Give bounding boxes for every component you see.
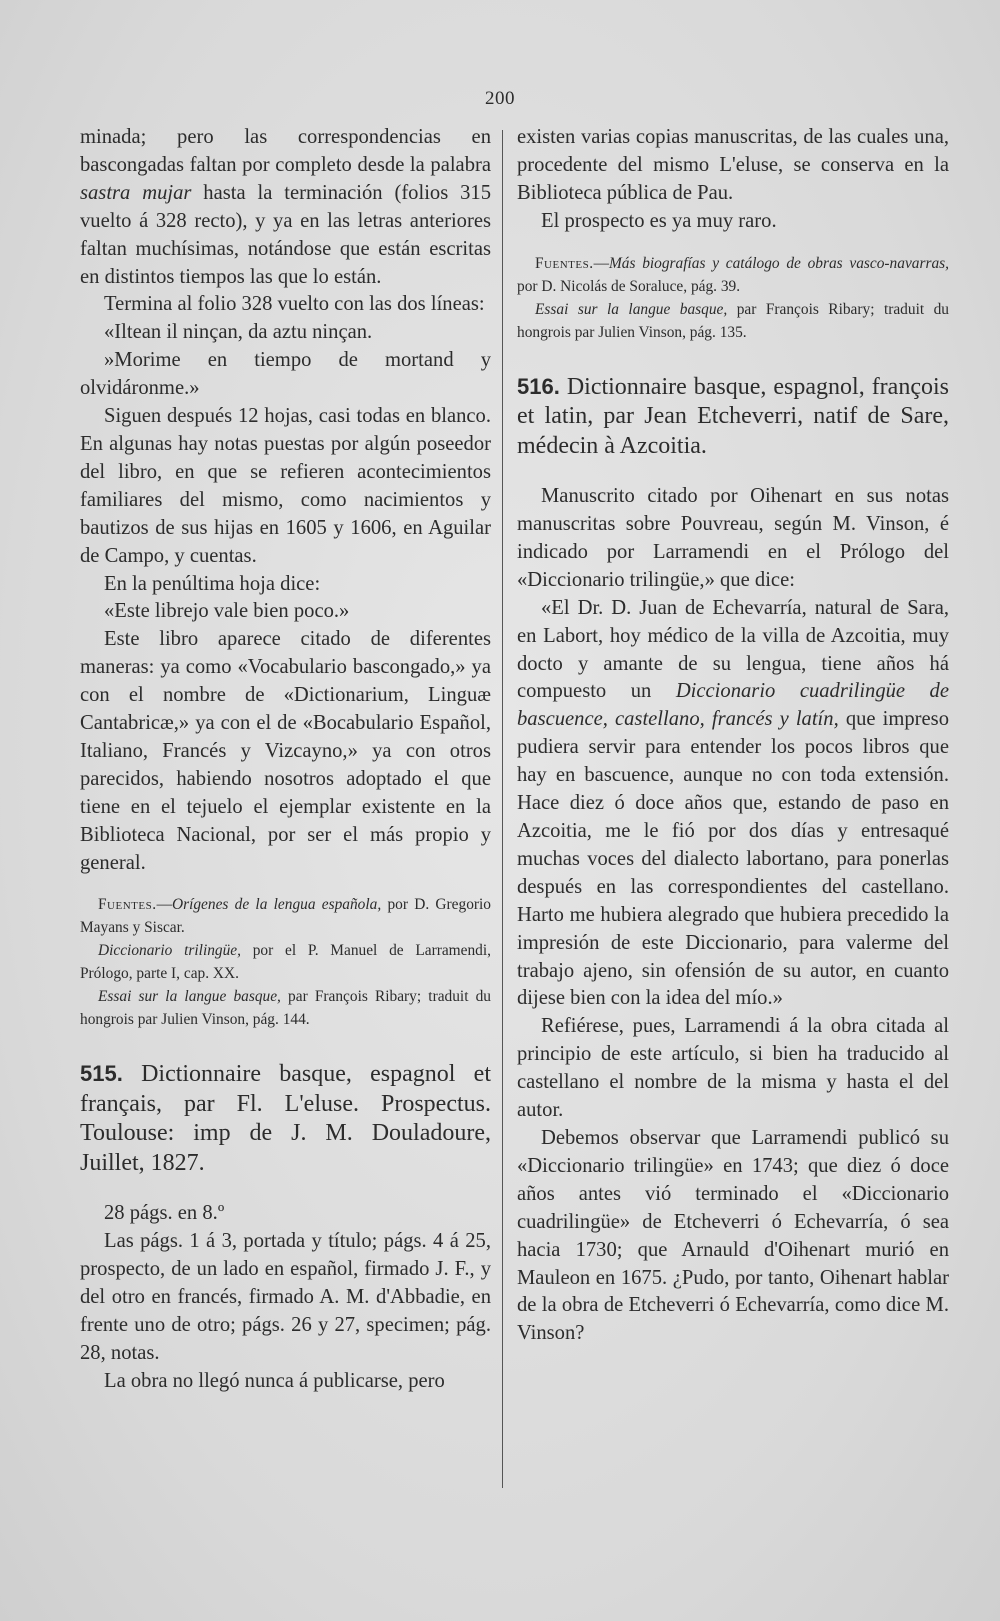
paragraph: Termina al folio 328 vuelto con las dos líneas: [104, 293, 485, 316]
source-title: Más biografías y catálogo de obras vasco-navarras, [608, 254, 949, 272]
paragraph: Debemos observar que Larramendi publicó su «Diccionario trilingüe» en 1743; que diez ó doce años antes vió terminado el «Diccionario cuadrilingüe» de Etcheverri ó Echevarría, ó sea hacia 1730; que Arnauld d'Oihenart murió en Mauleon en 1675. ¿Pudo, por tanto, Oihenart hablar de la obra de Etcheverri ó Echevarría, como dice M. Vinson? [517, 1126, 949, 1345]
sources-label: Fuentes. [98, 896, 157, 914]
italic-text: Diccionario cuadrilingüe de bascuence, castellano, francés y latín, [517, 680, 949, 731]
text-run: minada; pero las correspondencias en bascongadas faltan por completo desde la palabra [80, 126, 491, 176]
italic-text: sastra mujar [80, 181, 192, 204]
source-entry: Fuentes.—Orígenes de la lengua española, por D. Gregorio Mayans y Siscar. [80, 896, 491, 937]
column-divider [502, 130, 503, 1488]
source-entry [80, 985, 491, 1031]
source-entry: Fuentes.—Más biografías y catálogo de obras vasco-navarras, por D. Nicolás de Soraluce, pág. 39. [517, 254, 949, 295]
source-details: por el P. Manuel de Larramendi, Prólogo, parte I, cap. XX. [80, 942, 491, 983]
paragraph: Las págs. 1 á 3, portada y título; págs. 4 á 25, prospecto, de un lado en español, firmado J. F., y del otro en francés, firmado A. M. d'Abbadie, en frente uno de otro; págs. 26 y 27, specimen; pág. 28, notas. [80, 1230, 491, 1364]
sources-label: Fuentes. [535, 254, 594, 272]
entry-title: Dictionnaire basque, espagnol, françois et latin, par Jean Etcheverri, natif de Sare, médecin à Azcoitia. [517, 373, 949, 459]
source-entry [517, 298, 949, 344]
entry-heading [517, 372, 949, 462]
text-run: hasta la terminación (folios 315 vuelto á 328 recto), y ya en las letras anteriores faltan muchísimas, notándose que están escritas en distintos tiempos las que lo están. [80, 181, 491, 288]
source-details: par François Ribary; traduit du hongrois par Julien Vinson, pág. 135. [517, 300, 949, 341]
quote-line: »Morime en tiempo de mortand y olvidáronme.» [80, 349, 491, 400]
right-column [517, 124, 949, 1348]
source-details: por D. Nicolás de Soraluce, pág. 39. [517, 277, 741, 295]
source-title: Diccionario trilingüe, [98, 942, 241, 960]
sources-block [80, 893, 491, 1031]
paragraph: Siguen después 12 hojas, casi todas en blanco. En algunas hay notas puestas por algún poseedor del libro, en que se refieren acontecimientos familiares del mismo, como nacimientos y bautizos de sus hijas en 1605 y 1606, en Aguilar de Campo, y cuentas. [80, 405, 491, 567]
entry-title: Dictionnaire basque, espagnol et français, par Fl. L'eluse. Prospectus. Toulouse: imp de J. M. Douladoure, Juillet, 1827. [80, 1061, 491, 1176]
source-title: Essai sur la langue basque, [535, 300, 728, 318]
source-details: par François Ribary; traduit du hongrois par Julien Vinson, pág. 144. [80, 988, 491, 1029]
paragraph: Refiérese, pues, Larramendi á la obra citada al principio de este artículo, si bien ha traducido al castellano el nombre de la misma y hasta el del autor. [517, 1015, 949, 1122]
left-column [80, 124, 491, 1396]
paragraph: existen varias copias manuscritas, de las cuales una, procedente del mismo L'eluse, se conserva en la Biblioteca pública de Pau. [517, 126, 949, 204]
text-run: «El Dr. D. Juan de Echevarría, natural de Sara, en Labort, hoy médico de la villa de Azcoitia, muy docto y amante de su lengua, tiene años há compuesto un [517, 596, 949, 703]
source-title: Orígenes de la lengua española, [171, 896, 382, 914]
page-number: 200 [485, 88, 515, 109]
paragraph: El prospecto es ya muy raro. [541, 209, 777, 232]
quote-line: «Iltean il ninçan, da aztu ninçan. [104, 321, 373, 344]
source-title: Essai sur la langue basque, [98, 988, 281, 1006]
paragraph: La obra no llegó nunca á publicarse, pero [104, 1369, 445, 1392]
source-details: por D. Gregorio Mayans y Siscar. [80, 896, 491, 937]
paragraph: En la penúltima hoja dice: [104, 572, 321, 595]
source-entry [80, 939, 491, 985]
text-run: que impreso pudiera servir para entender los pocos libros que hay en bascuence, aunque no con toda extensión. Hace diez ó doce años que, estando de paso en Azcoitia, me le fió por dos días y entresaqué muchas voces del dialecto labortano, para ponerlas después en las correspondientes del castellano. Harto me hubiera alegrado que hubiera precedido la impresión de este Diccionario, para valerme del trabajo ajeno, sin ofensión de su autor, en cuanto dijese bien con la idea del mío.» [517, 708, 949, 1010]
sources-block [517, 252, 949, 344]
paragraph: Este libro aparece citado de diferentes maneras: ya como «Vocabulario bascongado,» ya con el nombre de «Dictionarium, Linguæ Cantabricæ,» ya con el de «Bocabulario Español, Italiano, Francés y Vizcayno,» ya con otros parecidos, habiendo nosotros adoptado el que tiene en el tejuelo el ejemplar existente en la Biblioteca Nacional, por ser el más propio y general. [80, 628, 491, 874]
entry-number: 515. [80, 1061, 123, 1087]
paragraph: 28 págs. en 8.º [104, 1202, 225, 1225]
entry-number: 516. [517, 373, 560, 399]
entry-heading [80, 1059, 491, 1178]
paragraph: Manuscrito citado por Oihenart en sus notas manuscritas sobre Pouvreau, según M. Vinson, é indicado por Larramendi en el Prólogo del «Diccionario trilingüe,» que dice: [517, 485, 949, 591]
paragraph [80, 124, 491, 291]
quote-line: «Este librejo vale bien poco.» [104, 600, 350, 623]
paragraph [517, 595, 949, 1014]
